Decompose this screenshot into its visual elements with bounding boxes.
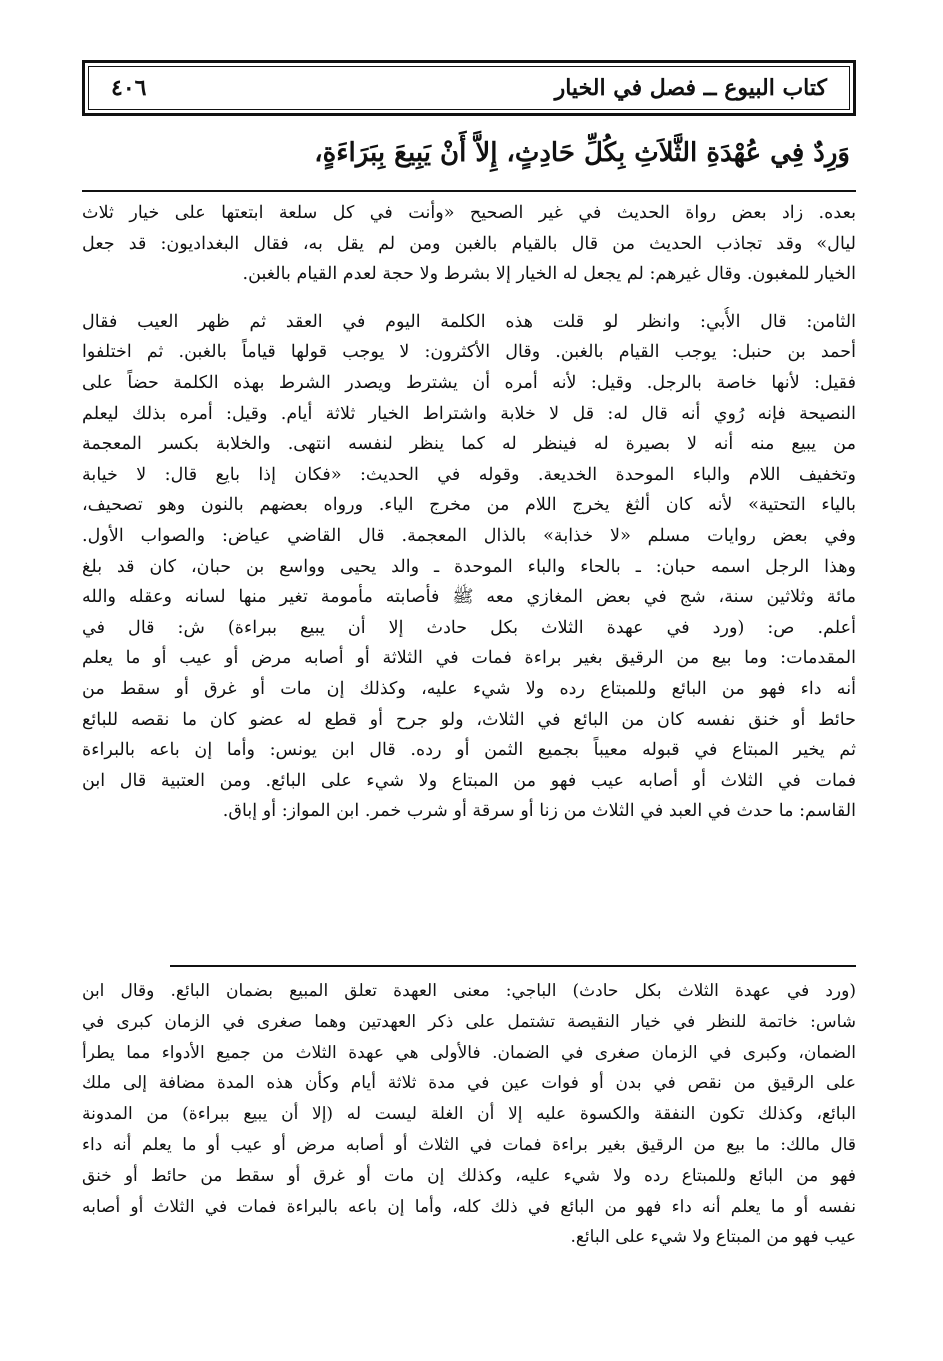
commentary-line: مائة وثلاثين سنة، شج في بعض المغازي معه ﷺ فأصابته مأمومة تغير منها لسانه وعقله والله: [82, 587, 856, 608]
commentary-line: بالياء التحتية» لأنه كان ألثغ يخرج اللام من مخرج الياء. ورواه بعضهم بالنون وهو تصحيف،: [82, 495, 856, 516]
footnote-divider: [170, 965, 856, 967]
commentary-line: من يبيع منه أنه لا بصيرة له فينظر له كما ينظر لنفسه انتهى. والخلابة بكسر المعجمة: [82, 434, 856, 455]
footnote-line: قال مالك: ما بيع من الرقيق بغير براءة فمات في الثلاث أو أصابه مرض أو عيب أو ما يعلم أنه داء: [82, 1134, 856, 1155]
commentary-block: [82, 198, 856, 827]
footnote-line: فهو من البائع وللمبتاع رده ولا شيء عليه، وكذلك إن مات أو غرق أو سقط من حائط أو خنق: [82, 1165, 856, 1186]
running-title: كتاب البيوع ــ فصل في الخيار: [554, 75, 827, 101]
footnote-line: عيب فهو من المبتاع ولا شيء على البائع.: [570, 1227, 856, 1248]
commentary-line: وهذا الرجل اسمه حبان: ـ بالحاء والباء الموحدة ـ والد يحيى وواسع بن حبان، كان قد بلغ: [82, 556, 856, 577]
footnote-line: (ورد في عهدة الثلاث بكل حادث) الباجي: معنى العهدة تعلق المبيع بضمان البائع. وقال ابن: [82, 981, 856, 1001]
commentary-line: أحمد بن حنبل: يوجب القيام بالغبن. وقال الأكثرون: لا يوجب قولها قياماً بالغبن. ثم اختلفوا: [82, 342, 856, 363]
commentary-line: بعده. زاد بعض رواة الحديث في غير الصحيح «وأنت في كل سلعة ابتعتها على خيار ثلاث: [82, 203, 856, 223]
commentary-line: ليال» وقد تجاذب الحديث من قال بالقيام بالغبن ومن لم يقل به، فقال البغداديون: قد جعل: [82, 233, 856, 254]
top-divider: [82, 190, 856, 192]
footnote-line: على الرقيق من نقص في بدن أو فوات عين في مدة ثلاثة أيام وكأن هذه المدة مضافة إلى ملك: [82, 1073, 856, 1094]
commentary-line: وفي بعض روايات مسلم «لا خذابة» بالذال المعجمة. قال القاضي عياض: والصواب الأول.: [82, 525, 856, 546]
page-header: [82, 60, 856, 116]
commentary-line: الخيار للمغبون. وقال غيرهم: لم يجعل له الخيار إلا بشرط ولا حجة لعدم القيام بالغبن.: [242, 264, 856, 285]
commentary-line: فقيل: لأنها خاصة بالرجل. وقيل: لأنه أمره أن يشترط ويصدر الشرط بهذه الكلمة حضاً على: [82, 372, 856, 393]
commentary-line: وتخفيف اللام والباء الموحدة الخديعة. وقوله في الحديث: «فكان إذا بايع قال: لا خيابة: [82, 464, 856, 485]
commentary-line: المقدمات: وما بيع من الرقيق بغير براءة فمات في الثلاثة أو أصابه مرض أو عيب أو ما يعلم: [82, 648, 856, 669]
commentary-line: حائط أو خنق نفسه كان من البائع في الثلاث، ولو جرح أو قطع له عضو كان ما نقصه للبائع: [82, 709, 856, 730]
commentary-line: أنه داء فهو من البائع وللمبتاع رده ولا شيء عليه، وكذلك إن مات أو غرق أو سقط من: [82, 678, 856, 699]
commentary-line: النصيحة فإنه رُوي أنه قال له: قل لا خلابة واشتراط الخيار ثلاثة أيام. وقيل: أمره بذلك ليعلم: [82, 403, 856, 424]
commentary-line: القاسم: ما حدث في العبد في الثلاث من زنا أو سرقة أو شرب خمر. ابن المواز: أو إباق.: [222, 801, 856, 822]
footnote-line: الضمان، وكبرى في الزمان صغرى في الضمان. فالأولى هي عهدة الثلاث من جميع الأدواء مما يطرأ: [82, 1042, 856, 1063]
commentary-line: الثامن: قال الأُبي: وانظر لو قلت هذه الكلمة اليوم في العقد ثم ظهر العيب فقال: [82, 311, 856, 332]
footnote-block: [82, 976, 856, 1253]
footnote-line: نفسه أو ما يعلم أنه داء فهو من البائع في ذلك كله، وأما إن باعه بالبراءة فمات في الثلاث أو أصابه: [82, 1196, 856, 1217]
paragraph-gap: [82, 290, 856, 307]
main-text-line: وَرِدٌ فِي عُهْدَةِ الثَّلاَثِ بِكُلِّ حَادِثٍ، إِلاَّ أَنْ يَبِيعَ بِبَرَاءَةٍ،: [314, 138, 850, 168]
commentary-line: فمات في الثلاث أو أصابه عيب فهو من المبتاع ولا شيء على البائع. ومن العتبية قال ابن: [82, 770, 856, 791]
footnote-line: البائع، وكذلك تكون النفقة والكسوة عليه إلا أن الغلة ليست له (إلا أن يبيع ببراءة) من المدونة: [82, 1104, 856, 1125]
page-number: ٤٠٦: [111, 75, 147, 101]
commentary-line: أعلم. ص: (ورد في عهدة الثلاث بكل حادث إلا أن يبيع ببراءة) ش: قال في: [82, 617, 856, 638]
footnote-line: شاس: خاتمة للنظر في خيار النقيصة تشتمل على ذكر العهدتين وهما صغرى في الزمان كبرى في: [82, 1011, 856, 1032]
commentary-line: ثم يخير المبتاع في قبوله معيباً بجميع الثمن أو رده. قال ابن يونس: وأما إن باعه بالبراءة: [82, 740, 856, 761]
